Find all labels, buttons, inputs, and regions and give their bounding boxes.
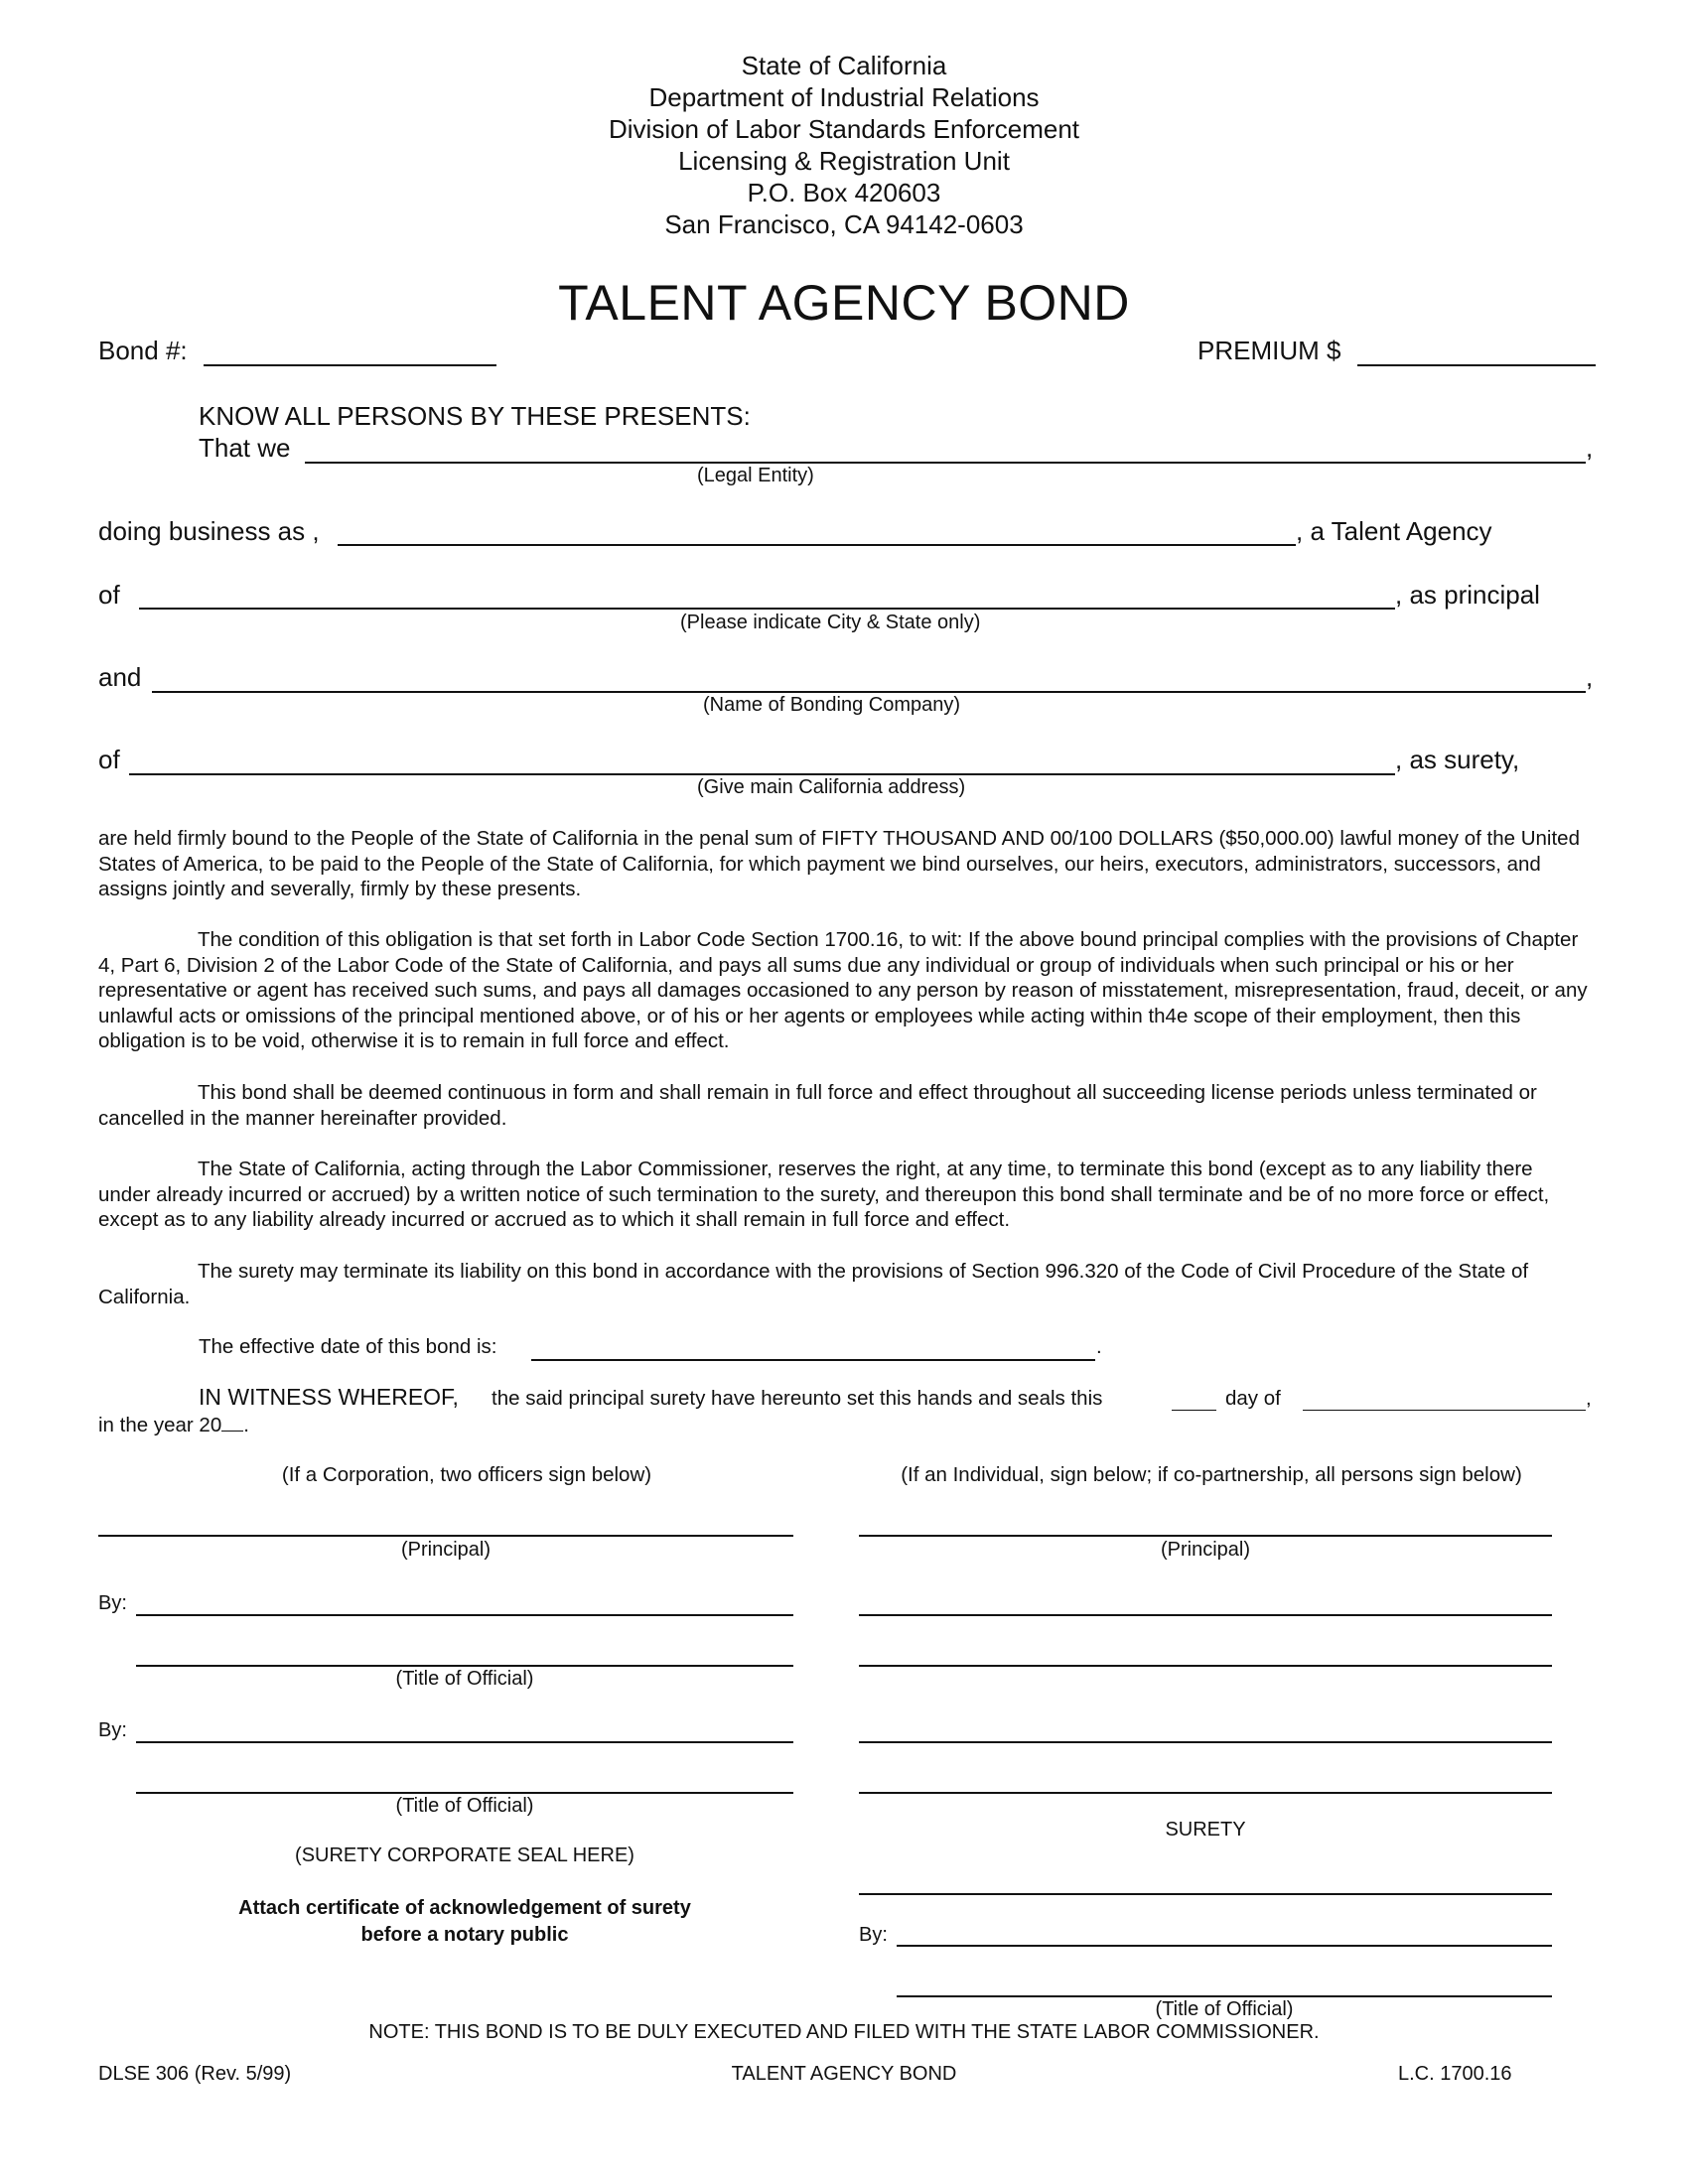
- partner-signature-line-3[interactable]: [859, 1741, 1552, 1743]
- principal-caption-right: (Principal): [1160, 1539, 1251, 1561]
- attach-certificate-note: Attach certificate of acknowledgement of surety: [238, 1897, 691, 1919]
- that-we-label: That we: [199, 433, 291, 463]
- in-year-label: [98, 1414, 249, 1437]
- surety-signature-line[interactable]: [897, 1945, 1552, 1947]
- legal-entity-field[interactable]: [305, 462, 1586, 464]
- labor-code-reference: L.C. 1700.16: [1398, 2063, 1512, 2085]
- day-of-label: day of: [1225, 1387, 1281, 1410]
- individual-note: (If an Individual, sign below; if co-partnership, all persons sign below): [901, 1463, 1522, 1486]
- comma: ,: [1586, 662, 1594, 692]
- header-unit: Licensing & Registration Unit: [678, 146, 1010, 176]
- surety-address-field[interactable]: [129, 773, 1395, 775]
- of-principal-label: of: [98, 580, 120, 610]
- paragraph-termination-state: [98, 1157, 1588, 1233]
- title-official-caption-surety: (Title of Official): [1155, 1998, 1294, 2020]
- period: .: [1096, 1335, 1102, 1358]
- effective-date-field[interactable]: [531, 1359, 1095, 1361]
- by-label-1: By:: [98, 1592, 127, 1614]
- comma: ,: [1586, 1387, 1592, 1410]
- officer-2-title-line[interactable]: [136, 1792, 793, 1794]
- dba-label: doing business as ,: [98, 516, 320, 546]
- corporate-principal-signature-line[interactable]: [98, 1535, 793, 1537]
- surety-name-line[interactable]: [859, 1893, 1552, 1895]
- address-caption: (Give main California address): [697, 776, 966, 798]
- footer-title: TALENT AGENCY BOND: [731, 2063, 957, 2085]
- paragraph-condition: [98, 927, 1588, 1054]
- premium-field[interactable]: [1357, 364, 1596, 366]
- dba-field[interactable]: [338, 544, 1296, 546]
- paragraph-termination-surety: [98, 1259, 1588, 1309]
- corporation-note: (If a Corporation, two officers sign below): [281, 1463, 652, 1486]
- individual-principal-signature-line[interactable]: [859, 1535, 1552, 1537]
- legal-entity-caption: (Legal Entity): [697, 465, 814, 486]
- witness-lead: IN WITNESS WHEREOF,: [199, 1384, 459, 1410]
- in-year-text: in the year 20: [98, 1414, 222, 1436]
- paragraph-termination-state-text: The State of California, acting through the Labor Commissioner, reserves the right, at any time, to terminate this bond (except as to any liability there under already incurred or accrued) by a written notice of such termination to the surety, and thereupon this bond shall terminate and be of no more force or effect, except as to any liability already incurred or accrued as to which it shall remain in full force and effect.: [98, 1158, 1550, 1231]
- as-principal-suffix: , as principal: [1395, 580, 1540, 610]
- comma: ,: [1586, 433, 1594, 463]
- of-surety-label: of: [98, 745, 120, 774]
- title-official-caption-2: (Title of Official): [395, 1795, 534, 1817]
- witness-text: the said principal surety have hereunto set this hands and seals this: [492, 1387, 1103, 1410]
- agency-address-block: [0, 50, 1688, 240]
- form-number: DLSE 306 (Rev. 5/99): [98, 2063, 292, 2085]
- bond-number-field[interactable]: [204, 364, 496, 366]
- bonding-company-field[interactable]: [152, 691, 1586, 693]
- and-label: and: [98, 662, 142, 692]
- officer-2-signature-line[interactable]: [136, 1741, 793, 1743]
- bonding-company-caption: (Name of Bonding Company): [703, 694, 961, 716]
- header-city: San Francisco, CA 94142-0603: [664, 209, 1024, 239]
- as-surety-suffix: , as surety,: [1395, 745, 1520, 774]
- filing-note: NOTE: THIS BOND IS TO BE DULY EXECUTED AND FILED WITH THE STATE LABOR COMMISSIONER.: [368, 2021, 1320, 2043]
- witness-month-field[interactable]: [1303, 1410, 1586, 1411]
- officer-1-signature-line[interactable]: [136, 1614, 793, 1616]
- city-state-caption: (Please indicate City & State only): [680, 612, 981, 633]
- title-official-caption-1: (Title of Official): [395, 1668, 534, 1690]
- paragraph-termination-surety-text: The surety may terminate its liability on this bond in accordance with the provisions of Section 996.320 of the Code of Civil Procedure of the State of California.: [98, 1260, 1529, 1308]
- partner-signature-line-4[interactable]: [859, 1792, 1552, 1794]
- period: .: [243, 1414, 249, 1436]
- surety-heading: SURETY: [1165, 1819, 1246, 1841]
- paragraph-condition-text: The condition of this obligation is that set forth in Labor Code Section 1700.16, to wit: If the above bound principal complies with the provisions of Chapter 4, Part 6, Division 2 of the Labor Code of the State of California, and pays all sums due any individual or group of individuals when such principal or his or her representative or agent has received such sums, and pays all damages occasioned to any person by reason of misstatement, misrepresentation, fraud, deceit, or any unlawful acts or omissions of the principal mentioned above, or of his or her agents or employees while acting within th4e scope of their employment, then this obligation is to be void, otherwise it is to remain in full force and effect.: [98, 928, 1588, 1052]
- by-label-2: By:: [98, 1719, 127, 1741]
- by-label-surety: By:: [859, 1924, 888, 1946]
- surety-seal-placeholder: (SURETY CORPORATE SEAL HERE): [295, 1844, 634, 1866]
- header-state: State of California: [741, 51, 947, 80]
- header-po-box: P.O. Box 420603: [747, 178, 941, 207]
- premium-label: PREMIUM $: [1197, 336, 1341, 365]
- officer-1-title-line[interactable]: [136, 1665, 793, 1667]
- witness-day-field[interactable]: [1172, 1410, 1216, 1411]
- page-title: TALENT AGENCY BOND: [558, 275, 1130, 331]
- paragraph-continuous: [98, 1080, 1588, 1131]
- header-department: Department of Industrial Relations: [648, 82, 1040, 112]
- know-all-heading: KNOW ALL PERSONS BY THESE PRESENTS:: [199, 401, 751, 431]
- paragraph-held-bound: are held firmly bound to the People of the State of California in the penal sum of FIFTY THOUSAND AND 00/100 DOLLARS ($50,000.00) lawful money of the United States of America, to be paid to the People of the State of California, for which payment we bind ourselves, our heirs, executors, administrators, successors, and assigns jointly and severally, firmly by these presents.: [98, 827, 1580, 900]
- partner-signature-line-1[interactable]: [859, 1614, 1552, 1616]
- talent-agency-suffix: , a Talent Agency: [1296, 516, 1492, 546]
- header-division: Division of Labor Standards Enforcement: [608, 114, 1080, 144]
- surety-title-line[interactable]: [897, 1995, 1552, 1997]
- partner-signature-line-2[interactable]: [859, 1665, 1552, 1667]
- bond-number-label: Bond #:: [98, 336, 188, 365]
- notary-note: before a notary public: [360, 1924, 569, 1946]
- year-field[interactable]: [221, 1431, 243, 1432]
- effective-date-label: The effective date of this bond is:: [199, 1335, 497, 1358]
- principal-caption-left: (Principal): [400, 1539, 492, 1561]
- paragraph-continuous-text: This bond shall be deemed continuous in form and shall remain in full force and effect throughout all succeeding license periods unless terminated or cancelled in the manner hereinafter provided.: [98, 1081, 1537, 1130]
- principal-location-field[interactable]: [139, 608, 1395, 610]
